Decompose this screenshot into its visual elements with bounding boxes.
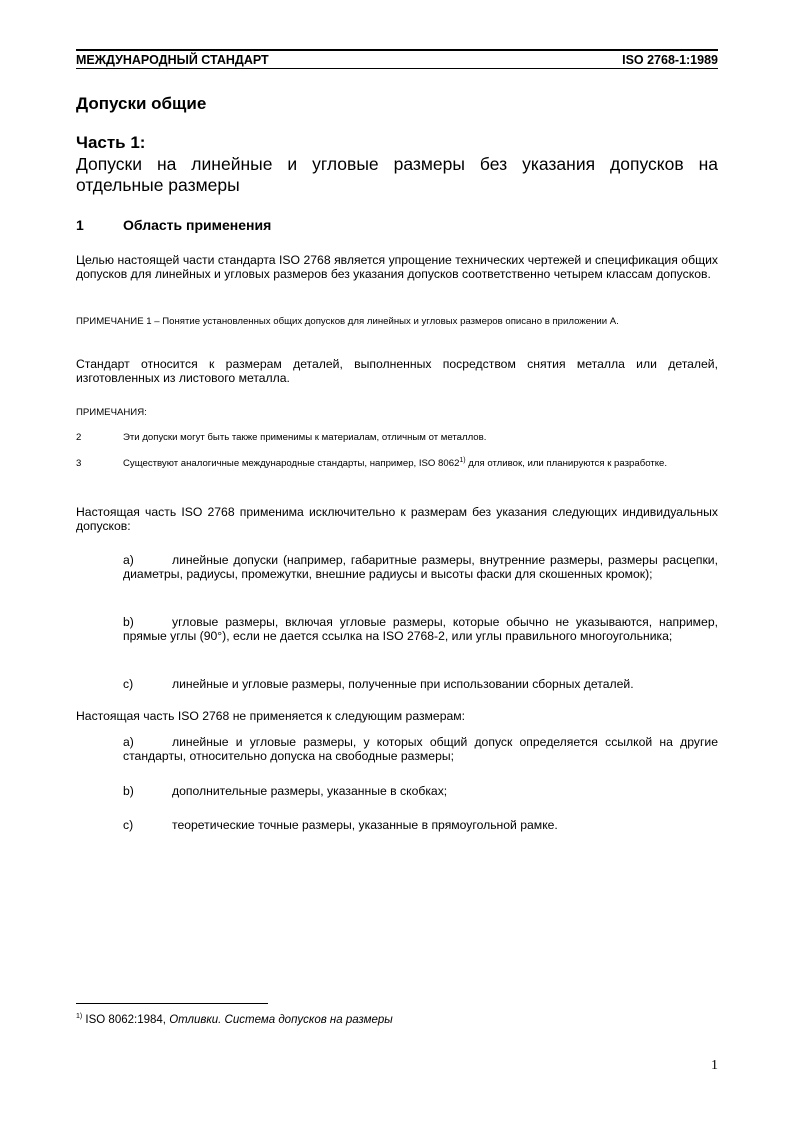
header-standard-type: МЕЖДУНАРОДНЫЙ СТАНДАРТ bbox=[76, 52, 269, 67]
document-title: Допуски общие bbox=[76, 94, 207, 113]
note-2-text: Эти допуски могут быть также применимы к материалам, отличным от металлов. bbox=[123, 432, 487, 443]
footnote bbox=[76, 1014, 393, 1026]
note-1: ПРИМЕЧАНИЕ 1 – Понятие установленных общих допусков для линейных и угловых размеров описано в приложении А. bbox=[76, 316, 619, 327]
document-page bbox=[76, 0, 718, 1122]
section-heading bbox=[76, 217, 271, 233]
scope-paragraph-4: Настоящая часть ISO 2768 не применяется к следующим размерам: bbox=[76, 709, 466, 723]
scope-paragraph-3: Настоящая часть ISO 2768 применима исключительно к размерам без указания следующих индивидуальных допусков: bbox=[76, 505, 718, 533]
list-item-text: линейные и угловые размеры, полученные при использовании сборных деталей. bbox=[172, 677, 634, 691]
notes-label: ПРИМЕЧАНИЯ: bbox=[76, 407, 147, 418]
note-3-text-before: Существуют аналогичные международные стандарты, например, ISO 8062 bbox=[123, 458, 460, 469]
list-marker: b) bbox=[123, 784, 134, 798]
note-2-number: 2 bbox=[76, 432, 82, 443]
list-marker: a) bbox=[123, 735, 134, 749]
note-3 bbox=[76, 458, 718, 470]
part-subtitle: Допуски на линейные и угловые размеры без указания допусков на отдельные размеры bbox=[76, 154, 718, 195]
section-title: Область применения bbox=[123, 217, 272, 233]
section-number: 1 bbox=[76, 217, 84, 233]
list-item-text: дополнительные размеры, указанные в скобках; bbox=[172, 784, 448, 798]
list-marker: c) bbox=[123, 677, 134, 691]
list-marker: c) bbox=[123, 818, 134, 832]
not-applies-item-c bbox=[123, 819, 718, 833]
applies-item-a bbox=[123, 554, 718, 581]
header-standard-number: ISO 2768-1:1989 bbox=[622, 52, 718, 67]
list-marker: b) bbox=[123, 615, 134, 629]
list-item-text: линейные и угловые размеры, у которых общий допуск определяется ссылкой на другие стандарты, относительно допуска на свободные размеры; bbox=[123, 735, 718, 763]
scope-paragraph-1: Целью настоящей части стандарта ISO 2768 является упрощение технических чертежей и спецификация общих допусков для линейных и угловых размеров без указания допусков соответственно четырем классам допусков. bbox=[76, 253, 718, 281]
not-applies-item-b bbox=[123, 785, 718, 799]
page-number: 1 bbox=[711, 1058, 718, 1073]
not-applies-item-a bbox=[123, 736, 718, 763]
footnote-marker: 1) bbox=[76, 1013, 83, 1021]
note-3-text-after: для отливок, или планируются к разработке. bbox=[465, 458, 668, 469]
list-item-text: линейные допуски (например, габаритные размеры, внутренние размеры, размеры расцепки, диаметры, радиусы, промежутки, внешние радиусы и высоты фаски для скошенных кромок); bbox=[123, 553, 718, 581]
applies-item-b bbox=[123, 616, 718, 643]
part-label: Часть 1: bbox=[76, 133, 146, 152]
list-item-text: теоретические точные размеры, указанные в прямоугольной рамке. bbox=[172, 818, 558, 832]
footnote-text: ISO 8062:1984, bbox=[82, 1014, 170, 1026]
list-item-text: угловые размеры, включая угловые размеры, которые обычно не указываются, например, прямые углы (90°), если не дается ссылка на ISO 2768-2, или углы правильного многоугольника; bbox=[123, 615, 718, 643]
footnote-divider bbox=[76, 1003, 268, 1004]
page-header bbox=[76, 49, 718, 69]
footnote-reference: 1) bbox=[459, 456, 466, 464]
applies-item-c bbox=[123, 678, 718, 692]
note-2 bbox=[76, 432, 718, 444]
list-marker: a) bbox=[123, 553, 134, 567]
footnote-title: Отливки. Система допусков на размеры bbox=[169, 1014, 393, 1026]
note-3-number: 3 bbox=[76, 458, 82, 469]
scope-paragraph-2: Стандарт относится к размерам деталей, выполненных посредством снятия металла или деталей, изготовленных из листового металла. bbox=[76, 357, 718, 385]
